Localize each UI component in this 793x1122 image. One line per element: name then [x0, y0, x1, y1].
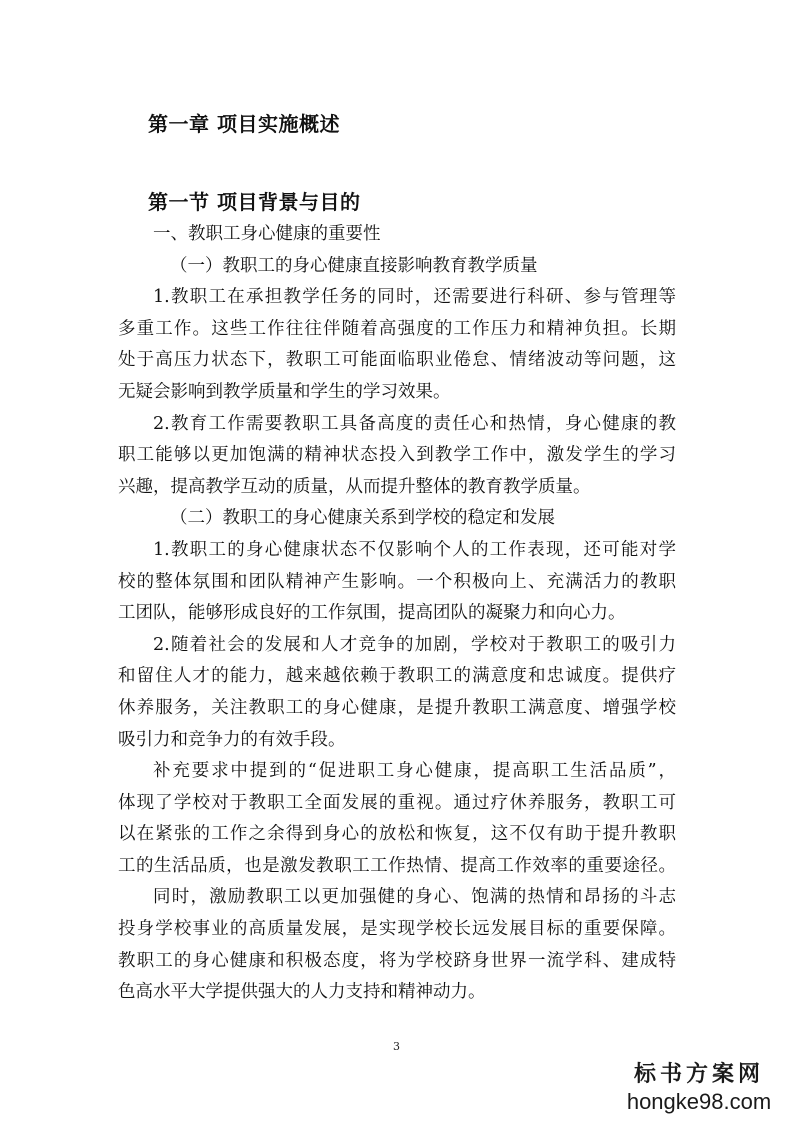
body-line: 2.教育工作需要教职工具备高度的责任心和热情，身心健康的教: [153, 413, 676, 434]
body-line: （一）教职工的身心健康直接影响教育教学质量: [170, 255, 538, 276]
body-line: 以在紧张的工作之余得到身心的放松和恢复，这不仅有助于提升教职: [118, 824, 676, 845]
body-line: （二）教职工的身心健康关系到学校的稳定和发展: [170, 508, 555, 529]
body-line: 休养服务，关注教职工的身心健康，是提升教职工满意度、增强学校: [118, 697, 676, 718]
body-line: 吸引力和竞争力的有效手段。: [118, 729, 346, 750]
body-line: 兴趣，提高教学互动的质量，从而提升整体的教育教学质量。: [118, 476, 591, 497]
body-line: 一、教职工身心健康的重要性: [153, 224, 381, 244]
watermark-en: hongke98.com: [626, 1089, 772, 1114]
body-text: [118, 219, 676, 1009]
watermark-logo: [619, 1060, 779, 1114]
body-line: 投身学校事业的高质量发展，是实现学校长远发展目标的重要保障。: [118, 919, 676, 940]
body-line: 补充要求中提到的“促进职工身心健康，提高职工生活品质”，: [153, 761, 676, 782]
body-line: 同时，激励教职工以更加强健的身心、饱满的热情和昂扬的斗志: [153, 887, 676, 908]
watermark-cn: 标书方案网: [633, 1062, 764, 1087]
body-line: 校的整体氛围和团队精神产生影响。一个积极向上、充满活力的教职: [118, 571, 676, 592]
section-title: 第一节 项目背景与目的: [148, 190, 361, 214]
page-number: 3: [393, 1040, 400, 1053]
body-line: 色高水平大学提供强大的人力支持和精神动力。: [118, 982, 486, 1003]
body-line: 无疑会影响到教学质量和学生的学习效果。: [118, 381, 451, 402]
chapter-title: 第一章 项目实施概述: [148, 112, 340, 136]
body-line: 职工能够以更加饱满的精神状态投入到教学工作中，激发学生的学习: [118, 445, 676, 466]
body-line: 和留住人才的能力，越来越依赖于教职工的满意度和忠诚度。提供疗: [118, 666, 676, 687]
body-line: 体现了学校对于教职工全面发展的重视。通过疗休养服务，教职工可: [118, 792, 676, 813]
body-line: 教职工的身心健康和积极态度，将为学校跻身世界一流学科、建成特: [118, 950, 676, 971]
body-line: 1.教职工在承担教学任务的同时，还需要进行科研、参与管理等: [153, 287, 676, 308]
body-line: 多重工作。这些工作往往伴随着高强度的工作压力和精神负担。长期: [118, 318, 676, 339]
body-line: 工的生活品质，也是激发教职工工作热情、提高工作效率的重要途径。: [118, 855, 676, 876]
body-line: 工团队，能够形成良好的工作氛围，提高团队的凝聚力和向心力。: [118, 603, 626, 624]
body-line: 1.教职工的身心健康状态不仅影响个人的工作表现，还可能对学: [153, 539, 676, 560]
body-line: 2.随着社会的发展和人才竞争的加剧，学校对于教职工的吸引力: [153, 634, 676, 655]
body-line: 处于高压力状态下，教职工可能面临职业倦怠、情绪波动等问题，这: [118, 350, 676, 371]
